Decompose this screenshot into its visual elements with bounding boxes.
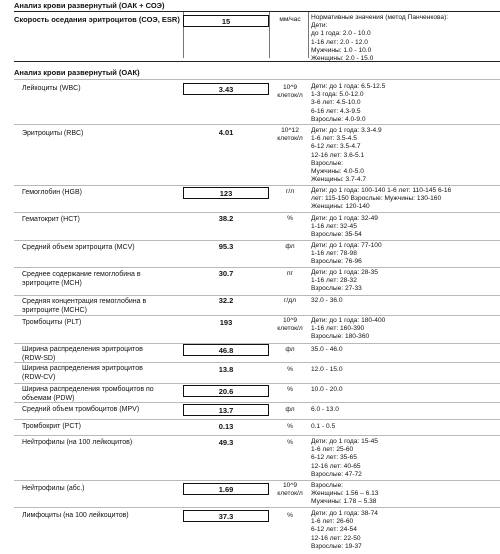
row-separator: [14, 240, 500, 241]
row-separator: [14, 419, 500, 420]
row-separator: [14, 402, 500, 403]
esr-unit: мм/час: [279, 16, 301, 23]
row-separator: [14, 124, 500, 125]
header-rule: [14, 11, 500, 12]
row-separator: [14, 267, 500, 268]
row-name: Тромбоциты (PLT): [22, 319, 82, 326]
row-value: 30.7: [218, 269, 234, 278]
row-value: 1.69: [183, 483, 269, 495]
row-norm: Дети: до 1 года: 32-49 1-16 лет: 32-45 Взрослые: 35-54: [311, 215, 378, 239]
esr-norm: Нормативные значения (метод Панченкова): Дети: до 1 года: 2.0 - 10.0 1-16 лет: 2.0 - 12.0 Мужчины: 1.0 - 10.0 Женщины: 2.0 - 15.0: [311, 14, 449, 63]
row-norm: 35.0 - 46.0: [311, 346, 343, 353]
row-value: 46.8: [183, 344, 269, 356]
row-unit: пг: [287, 270, 293, 277]
row-name: Эритроциты (RBC): [22, 130, 84, 137]
row-norm: Взрослые: Женщины: 1.56 – 6.13 Мужчины: 1.78 – 5.38: [311, 482, 379, 506]
row-value: 13.8: [218, 365, 234, 374]
row-norm: 6.0 - 13.0: [311, 406, 339, 413]
section-rule: [14, 61, 500, 62]
row-value: 38.2: [218, 214, 234, 223]
row-value: 37.3: [183, 510, 269, 522]
row-unit: 10^9 клеток/л: [277, 482, 303, 497]
row-name: Нейтрофилы (абс.): [22, 485, 85, 492]
row-unit: %: [287, 423, 293, 430]
row-name: Среднее содержание гемоглобина в эритроците (MCH): [22, 271, 141, 287]
row-value: 0.13: [218, 422, 234, 431]
row-separator: [14, 362, 500, 363]
row-name: Ширина распределения эритроцитов (RDW-SD): [22, 346, 143, 362]
esr-name: Скорость оседания эритроцитов (СОЭ, ESR): [14, 15, 180, 24]
row-name: Нейтрофилы (на 100 лейкоцитов): [22, 439, 133, 446]
row-unit: %: [287, 439, 293, 446]
row-value: 123: [183, 187, 269, 199]
row-norm: Дети: до 1 года: 180-400 1-16 лет: 160-390 Взрослые: 180-360: [311, 317, 386, 341]
report-header: Анализ крови развернутый (ОАК + СОЭ): [14, 1, 165, 10]
row-name: Гемоглобин (HGB): [22, 189, 82, 196]
row-name: Средний объем тромбоцитов (MPV): [22, 406, 140, 413]
row-value: 3.43: [183, 83, 269, 95]
row-name: Лейкоциты (WBC): [22, 85, 81, 92]
row-unit: 10^12 клеток/л: [277, 127, 303, 142]
row-norm: Дети: до 1 года: 6.5-12.5 1-3 года: 5.0-12.0 3-6 лет: 4.5-10.0 6-16 лет: 4.3-9.5 Взрослые: 4.0-9.0: [311, 83, 386, 123]
row-unit: фл: [285, 406, 295, 413]
row-norm: Дети: до 1 года: 100-140 1-6 лет: 110-145 6-16 лет: 115-150 Взрослые: Мужчины: 130-160 Женщины: 120-140: [311, 187, 452, 211]
row-name: Гематокрит (HCT): [22, 216, 80, 223]
section-title: Анализ крови развернутый (ОАК): [14, 68, 140, 77]
row-separator: [14, 383, 500, 384]
row-unit: %: [287, 215, 293, 222]
row-norm: Дети: до 1 года: 38-74 1-6 лет: 26-60 6-12 лет: 24-54 12-16 лет: 22-50 Взрослые: 19-37: [311, 510, 378, 550]
row-name: Средняя концентрация гемоглобина в эритроците (MCHC): [22, 298, 147, 314]
row-separator: [14, 295, 500, 296]
row-unit: фл: [285, 346, 295, 353]
row-norm: 12.0 - 15.0: [311, 366, 343, 373]
row-separator: [14, 480, 500, 481]
row-value: 4.01: [218, 128, 234, 137]
row-unit: %: [287, 366, 293, 373]
row-norm: Дети: до 1 года: 3.3-4.9 1-6 лет: 3.5-4.5 6-12 лет: 3.5-4.7 12-16 лет: 3.6-5.1 Взрослые: Мужчины: 4.0-5.0 Женщины: 3.7-4.7: [311, 127, 382, 184]
row-value: 20.6: [183, 385, 269, 397]
row-separator: [14, 507, 500, 508]
row-unit: г/дл: [284, 297, 296, 304]
row-unit: фл: [285, 243, 295, 250]
row-unit: %: [287, 386, 293, 393]
row-unit: 10^9 клеток/л: [277, 84, 303, 99]
esr-divider: [269, 12, 270, 58]
row-norm: 10.0 - 20.0: [311, 386, 343, 393]
section-separator: [14, 79, 500, 80]
row-norm: Дети: до 1 года: 28-35 1-16 лет: 28-32 Взрослые: 27-33: [311, 269, 378, 293]
row-name: Средний объем эритроцита (MCV): [22, 244, 135, 251]
row-separator: [14, 185, 500, 186]
row-name: Ширина распределения эритроцитов (RDW-CV): [22, 365, 143, 381]
row-value: 193: [219, 318, 233, 327]
row-name: Тромбокрит (PCT): [22, 423, 81, 430]
row-unit: г/л: [285, 188, 295, 195]
row-norm: Дети: до 1 года: 77-100 1-16 лет: 78-98 Взрослые: 76-96: [311, 242, 382, 266]
row-name: Ширина распределения тромбоцитов по объемам (PDW): [22, 386, 154, 402]
row-value: 49.3: [218, 438, 234, 447]
row-norm: Дети: до 1 года: 15-45 1-6 лет: 25-60 6-12 лет: 35-65 12-16 лет: 40-65 Взрослые: 47-72: [311, 438, 378, 478]
row-value: 95.3: [218, 242, 234, 251]
row-separator: [14, 212, 500, 213]
esr-value: 15: [183, 15, 269, 27]
row-unit: 10^9 клеток/л: [277, 317, 303, 332]
row-norm: 32.0 - 36.0: [311, 297, 343, 304]
row-value: 32.2: [218, 296, 234, 305]
row-unit: %: [287, 512, 293, 519]
row-separator: [14, 435, 500, 436]
row-norm: 0.1 - 0.5: [311, 423, 336, 430]
row-separator: [14, 315, 500, 316]
row-name: Лимфоциты (на 100 лейкоцитов): [22, 512, 129, 519]
esr-divider: [308, 12, 309, 58]
row-value: 13.7: [183, 404, 269, 416]
